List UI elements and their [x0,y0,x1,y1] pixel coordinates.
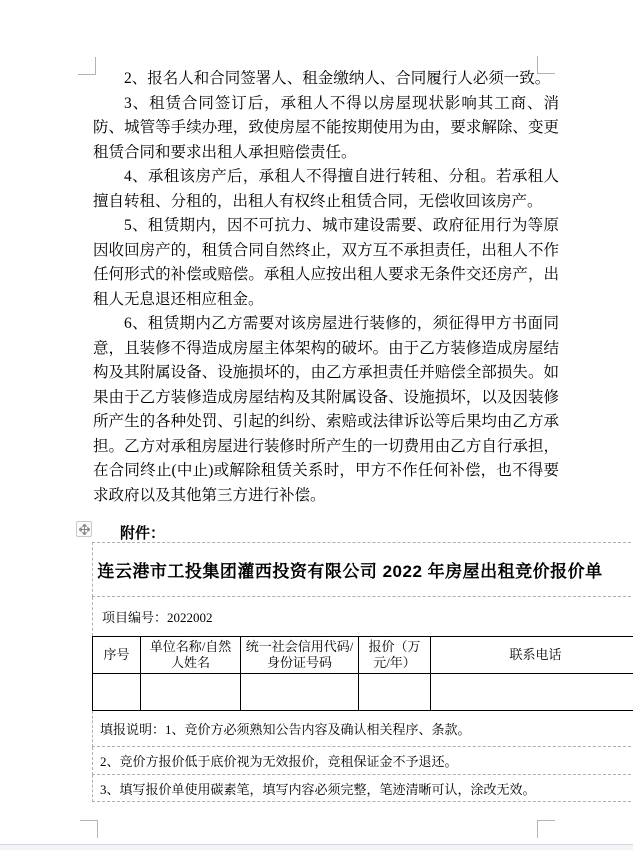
margin-crop-mark-bottom-left [80,820,98,838]
move-handle-icon [79,524,90,535]
entry-cell-name[interactable] [141,674,241,710]
clause-paragraph: 4、承租该房产后，承租人不得擅自进行转租、分租。若承租人擅自转租、分租的，出租人有权终止租赁合同，无偿收回该房产。 [93,168,559,210]
page-bottom-edge [0,844,633,850]
form-note-1: 填报说明：1、竞价方必须熟知公告内容及确认相关程序、条款。 [92,711,633,747]
clause-paragraph: 2、报名人和合同签署人、租金缴纳人、合同履行人必须一致。 [124,70,551,87]
contract-clauses [93,67,559,508]
column-header-credit-code: 统一社会信用代码/身份证号码 [241,637,359,673]
column-header-phone: 联系电话 [431,637,633,673]
entry-cell-seq[interactable] [93,674,141,710]
attachment-label: 附件： [120,525,166,542]
column-header-seq: 序号 [93,637,141,673]
form-title: 连云港市工投集团灌西投资有限公司 2022 年房屋出租竞价报价单 [92,542,633,597]
form-note-3: 3、填写报价单使用碳素笔，填写内容必须完整，笔迹清晰可认，涂改无效。 [92,775,633,802]
project-number: 项目编号：2022002 [92,597,633,636]
clause-paragraph: 6、租赁期内乙方需要对该房屋进行装修的，须征得甲方书面同意，且装修不得造成房屋主体架构的破坏。由于乙方装修造成房屋结构及其附属设备、设施损坏的，由乙方承担责任并赔偿全部损失。如果由于乙方装修造成房屋结构及其附属设备、设施损坏，以及因装修所产生的各种处罚、引起的纠纷、索赔或法律诉讼等后果均由乙方承担。乙方对承租房屋进行装修时所产生的一切费用由乙方自行承担，在合同终止(中止)或解除租赁关系时，甲方不作任何补偿，也不得要求政府以及其他第三方进行补偿。 [93,315,559,504]
entry-cell-credit-code[interactable] [241,674,359,710]
margin-crop-mark-bottom-right [537,820,555,838]
table-move-handle[interactable] [76,521,92,537]
entry-cell-phone[interactable] [431,674,633,710]
column-header-name: 单位名称/自然人姓名 [141,637,241,673]
form-note-2: 2、竞价方报价低于底价视为无效报价，竞租保证金不予退还。 [92,747,633,775]
entry-cell-bid-price[interactable] [359,674,431,710]
form-header-row [92,636,633,673]
clause-paragraph: 5、租赁期内，因不可抗力、城市建设需要、政府征用行为等原因收回房产的，租赁合同自然终止，双方互不承担责任，出租人不作任何形式的补偿或赔偿。承租人应按出租人要求无条件交还房产，出租人无息退还相应租金。 [93,217,559,308]
clause-paragraph: 3、租赁合同签订后，承租人不得以房屋现状影响其工商、消防、城管等手续办理，致使房屋不能按期使用为由，要求解除、变更租赁合同和要求出租人承担赔偿责任。 [93,94,559,161]
column-header-bid-price: 报价（万元/年） [359,637,431,673]
form-entry-row [92,673,633,711]
